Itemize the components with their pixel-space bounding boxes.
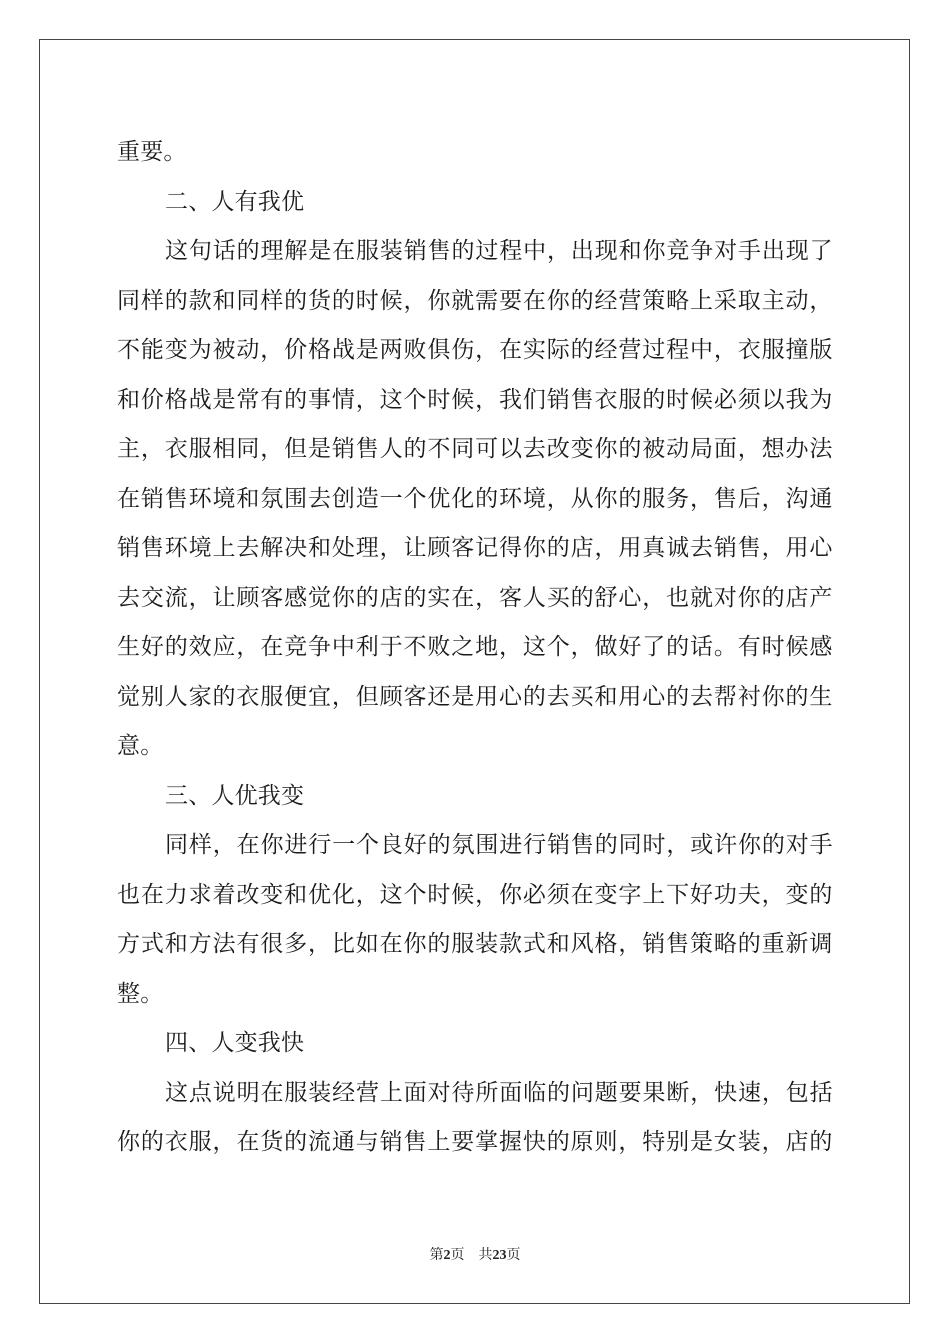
text-line: 同 样 ， 在 你 进 行 一 个 良 好 的 氛 围 进 行 销 售 的 同 时 ， 或 许 你 的 对 手 — [165, 832, 833, 858]
text-line: 去 交 流 ， 让 顾 客 感 觉 你 的 店 的 实 在 ， 客 人 买 的 舒 心 ， 也 就 对 你 的 店 产 — [117, 584, 833, 611]
text-line: 三、人优我变 — [165, 782, 305, 809]
text-line: 这 点 说 明 在 服 装 经 营 上 面 对 待 所 面 临 的 问 题 要 果 断 ， 快 速 ， 包 括 — [165, 1079, 833, 1106]
text-line: 也 在 力 求 着 改 变 和 优 化 ， 这 个 时 候 ， 你 必 须 在 变 字 上 下 好 功 夫 ， 变 的 — [117, 881, 833, 908]
text-line: 觉 别 人 家 的 衣 服 便 宜 ， 但 顾 客 还 是 用 心 的 去 买 和 用 心 的 去 帮 衬 你 的 生 — [117, 683, 833, 710]
text-line: 二、人有我优 — [165, 188, 305, 215]
document-body — [117, 128, 833, 1168]
footer-total-prefix: 共 — [478, 1248, 493, 1263]
text-line: 在 销 售 环 境 和 氛 围 去 创 造 一 个 优 化 的 环 境 ， 从 你 的 服 务 ， 售 后 ， 沟 通 — [117, 485, 833, 512]
footer-page-number: 2 — [443, 1248, 451, 1263]
text-line: 主 ， 衣 服 相 同 ， 但 是 销 售 人 的 不 同 可 以 去 改 变 你 的 被 动 局 面 ， 想 办 法 — [117, 436, 833, 462]
footer-page-suffix: 页 — [450, 1248, 465, 1263]
text-line: 这 句 话 的 理 解 是 在 服 装 销 售 的 过 程 中 ， 出 现 和 你 竞 争 对 手 出 现 了 — [165, 238, 833, 264]
text-line: 和 价 格 战 是 常 有 的 事 情 ， 这 个 时 候 ， 我 们 销 售 衣 服 的 时 候 必 须 以 我 为 — [117, 386, 833, 413]
text-line: 四、人变我快 — [165, 1030, 305, 1056]
footer-total-pages: 23 — [492, 1248, 507, 1263]
text-line: 方 式 和 方 法 有 很 多 ， 比 如 在 你 的 服 装 款 式 和 风 格 ， 销 售 策 略 的 重 新 调 — [117, 931, 833, 957]
text-line: 同 样 的 款 和 同 样 的 货 的 时 候 ， 你 就 需 要 在 你 的 经 营 策 略 上 采 取 主 动 ， — [117, 287, 833, 314]
text-line: 你 的 衣 服 ， 在 货 的 流 通 与 销 售 上 要 掌 握 快 的 原 则 ， 特 别 是 女 装 ， 店 的 — [117, 1129, 833, 1155]
text-line: 重要。 — [117, 139, 187, 165]
footer-total-suffix: 页 — [506, 1248, 521, 1263]
text-line: 销 售 环 境 上 去 解 决 和 处 理 ， 让 顾 客 记 得 你 的 店 ， 用 真 诚 去 销 售 ， 用 心 — [117, 535, 833, 561]
text-line: 整。 — [117, 980, 164, 1007]
text-line: 不 能 变 为 被 动 ， 价 格 战 是 两 败 俱 伤 ， 在 实 际 的 经 营 过 程 中 ， 衣 服 撞 版 — [117, 337, 833, 363]
text-line: 生 好 的 效 应 ， 在 竞 争 中 利 于 不 败 之 地 ， 这 个 ， 做 好 了 的 话 。 有 时 候 感 — [117, 634, 833, 660]
text-line: 意。 — [117, 733, 164, 759]
page-footer — [0, 1244, 950, 1264]
footer-page-prefix: 第 — [429, 1248, 444, 1263]
